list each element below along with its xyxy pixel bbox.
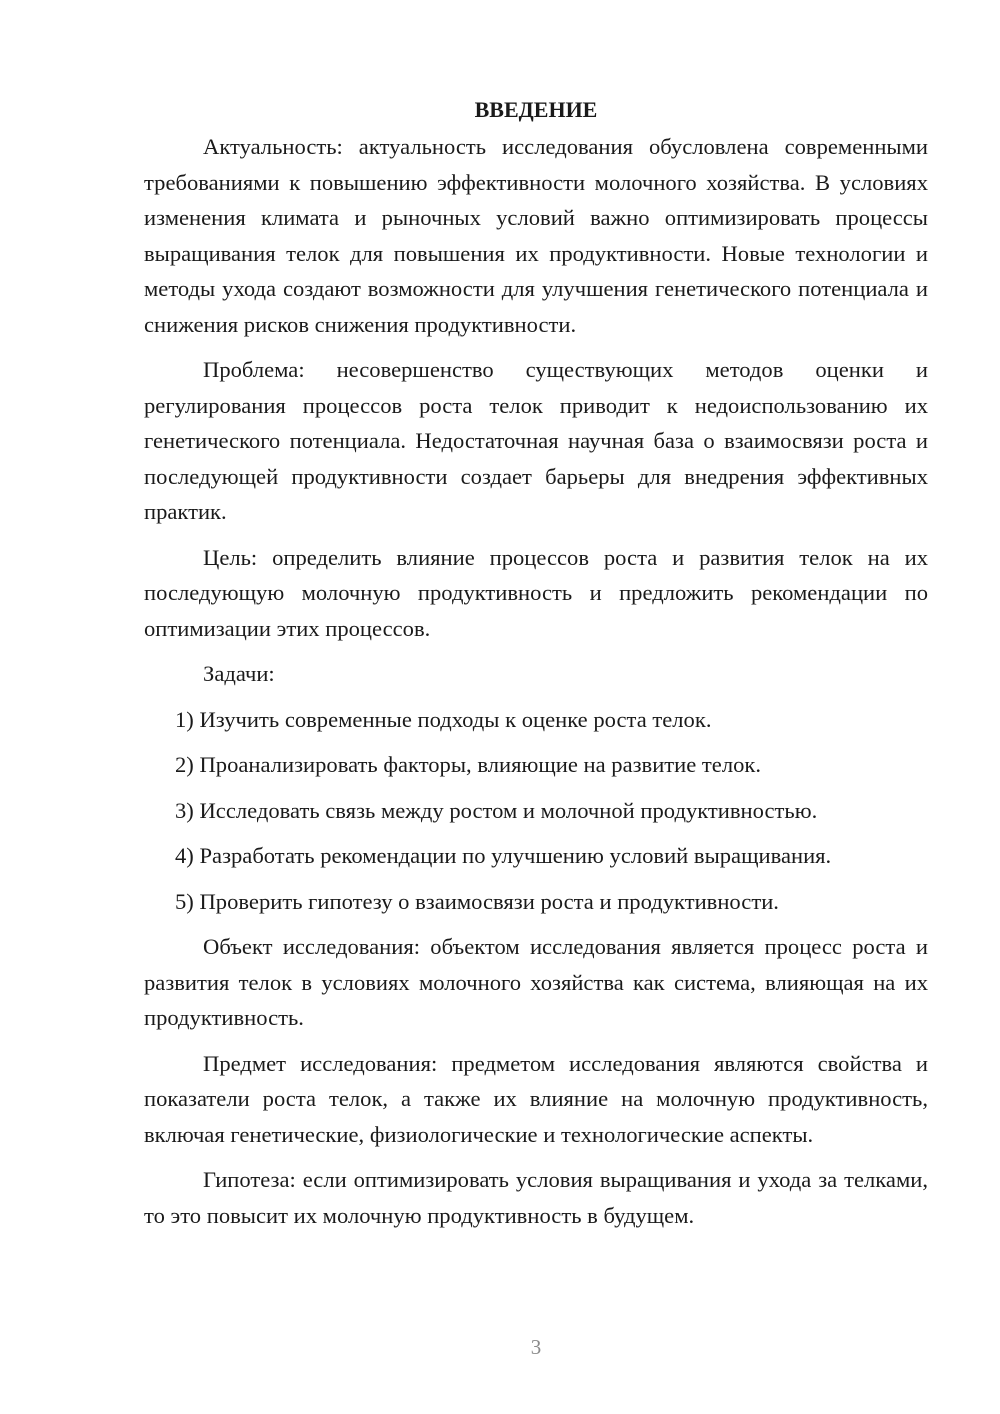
paragraph-relevance: Актуальность: актуальность исследования обусловлена современными требованиями к повышению эффективности молочного хозяйства. В условиях изменения климата и рыночных условий важно оптимизировать процессы выращивания телок для повышения их продуктивности. Новые технологии и методы ухода создают возможности для улучшения генетического потенциала и снижения рисков снижения продуктивности. [144,134,928,337]
task-item: 2) Проанализировать факторы, влияющие на развитие телок. [175,752,762,777]
paragraph-goal: Цель: определить влияние процессов роста и развития телок на их последующую молочную продуктивность и предложить рекомендации по оптимизации этих процессов. [144,544,928,641]
paragraph-hypothesis: Гипотеза: если оптимизировать условия выращивания и ухода за телками, то это повысит их молочную продуктивность в будущем. [144,1167,928,1228]
task-item: 3) Исследовать связь между ростом и молочной продуктивностью. [175,797,818,823]
tasks-heading: Задачи: [203,661,275,686]
paragraph-object: Объект исследования: объектом исследования является процесс роста и развития телок в условиях молочного хозяйства как система, влияющая на их продуктивность. [144,934,928,1030]
tasks-list [144,702,928,920]
paragraph-subject: Предмет исследования: предметом исследования являются свойства и показатели роста телок, а также их влияние на молочную продуктивность, включая генетические, физиологические и технологические аспекты. [144,1050,928,1147]
task-item: 5) Проверить гипотезу о взаимосвязи роста и продуктивности. [175,888,779,914]
paragraph-problem: Проблема: несовершенство существующих методов оценки и регулирования процессов роста телок приводит к недоиспользованию их генетического потенциала. Недостаточная научная база о взаимосвязи роста и последующей продуктивности создает барьеры для внедрения эффективных практик. [144,357,928,524]
page-content [144,92,928,1243]
task-item: 1) Изучить современные подходы к оценке роста телок. [175,706,712,732]
page-number: 3 [530,1335,542,1359]
task-item: 4) Разработать рекомендации по улучшению условий выращивания. [175,843,832,868]
page-title: ВВЕДЕНИЕ [474,97,598,122]
